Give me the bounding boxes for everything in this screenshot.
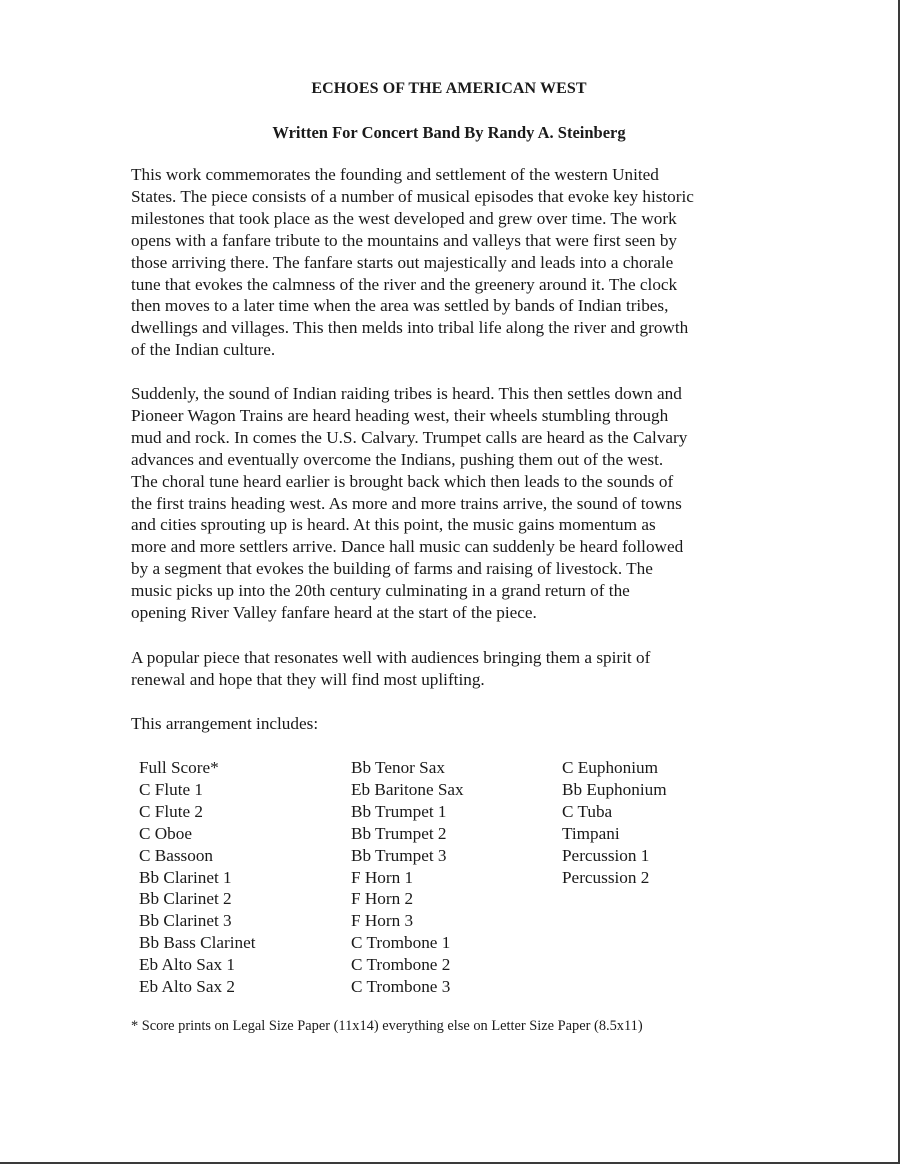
instrument-item: Bb Trumpet 1 <box>351 801 447 821</box>
paragraph-line: Suddenly, the sound of Indian raiding tribes is heard. This then settles down and <box>131 384 682 403</box>
instrument-column-1 <box>139 757 256 998</box>
paragraph-line: This work commemorates the founding and settlement of the western United <box>131 165 659 184</box>
paragraph-line: dwellings and villages. This then melds into tribal life along the river and growth <box>131 318 689 338</box>
instrument-item: C Bassoon <box>139 845 214 865</box>
instrument-item: F Horn 1 <box>351 867 414 887</box>
instrument-item: Bb Trumpet 3 <box>351 845 447 865</box>
document-title: ECHOES OF THE AMERICAN WEST <box>311 80 587 97</box>
instrument-item: F Horn 2 <box>351 889 414 909</box>
paragraph-story <box>131 383 781 624</box>
paper-size-footnote: * Score prints on Legal Size Paper (11x14) everything else on Letter Size Paper (8.5x11) <box>131 1018 643 1034</box>
paragraph-intro <box>131 164 781 361</box>
instrument-item: Bb Bass Clarinet <box>139 933 256 953</box>
paragraph-line: then moves to a later time when the area was settled by bands of Indian tribes, <box>131 296 669 316</box>
instrument-item: C Flute 2 <box>139 801 203 821</box>
instrument-item: Eb Alto Sax 1 <box>139 955 235 975</box>
instrument-item: C Flute 1 <box>139 779 203 799</box>
instrument-item: C Trombone 3 <box>351 977 451 997</box>
paragraph-line: Pioneer Wagon Trains are heard heading west, their wheels stumbling through <box>131 405 669 425</box>
paragraph-line: more and more settlers arrive. Dance hall music can suddenly be heard followed <box>131 537 684 557</box>
instrument-column-2 <box>351 757 464 998</box>
instrument-item: C Tuba <box>562 801 613 821</box>
instrument-item: Percussion 1 <box>562 845 650 865</box>
instrument-item: C Trombone 2 <box>351 955 451 975</box>
instrument-item: Eb Alto Sax 2 <box>139 977 235 997</box>
paragraph-line: tune that evokes the calmness of the river and the greenery around it. The clock <box>131 274 678 294</box>
instrument-item: Bb Clarinet 1 <box>139 867 232 887</box>
paragraph-summary <box>131 647 781 691</box>
paragraph-line: by a segment that evokes the building of farms and raising of livestock. The <box>131 559 653 579</box>
instrument-item: Bb Tenor Sax <box>351 758 445 777</box>
paragraph-line: music picks up into the 20th century culminating in a grand return of the <box>131 581 630 601</box>
paragraph-line: The choral tune heard earlier is brought back which then leads to the sounds of <box>131 471 674 491</box>
instrument-item: Eb Baritone Sax <box>351 779 464 799</box>
instrument-column-3 <box>562 757 667 888</box>
instrument-item: C Trombone 1 <box>351 933 451 953</box>
paragraph-line: the first trains heading west. As more and more trains arrive, the sound of towns <box>131 493 682 513</box>
paragraph-line: those arriving there. The fanfare starts out majestically and leads into a chorale <box>131 252 674 272</box>
instrument-item: Percussion 2 <box>562 867 650 887</box>
paragraph-line: milestones that took place as the west developed and grew over time. The work <box>131 208 677 228</box>
instrument-item: Full Score* <box>139 758 219 777</box>
instrument-item: Bb Clarinet 3 <box>139 911 232 931</box>
paragraph-line: of the Indian culture. <box>131 340 276 360</box>
paragraph-line: mud and rock. In comes the U.S. Calvary. Trumpet calls are heard as the Calvary <box>131 427 688 447</box>
instrument-item: F Horn 3 <box>351 911 414 931</box>
includes-label: This arrangement includes: <box>131 714 319 733</box>
paragraph-line: A popular piece that resonates well with audiences bringing them a spirit of <box>131 648 651 667</box>
instrument-item: C Euphonium <box>562 758 658 777</box>
instrument-item: C Oboe <box>139 823 192 843</box>
instrument-item: Bb Clarinet 2 <box>139 889 232 909</box>
paragraph-line: opening River Valley fanfare heard at the start of the piece. <box>131 603 537 623</box>
paragraph-line: States. The piece consists of a number of musical episodes that evoke key historic <box>131 186 694 206</box>
instrument-item: Bb Euphonium <box>562 779 667 799</box>
paragraph-line: and cities sprouting up is heard. At this point, the music gains momentum as <box>131 515 656 535</box>
instrument-item: Bb Trumpet 2 <box>351 823 447 843</box>
paragraph-line: opens with a fanfare tribute to the mountains and valleys that were first seen by <box>131 230 678 250</box>
instrument-item: Timpani <box>562 823 620 843</box>
paragraph-line: renewal and hope that they will find most uplifting. <box>131 669 485 689</box>
document-subtitle: Written For Concert Band By Randy A. Steinberg <box>272 123 626 142</box>
paragraph-line: advances and eventually overcome the Indians, pushing them out of the west. <box>131 449 664 469</box>
